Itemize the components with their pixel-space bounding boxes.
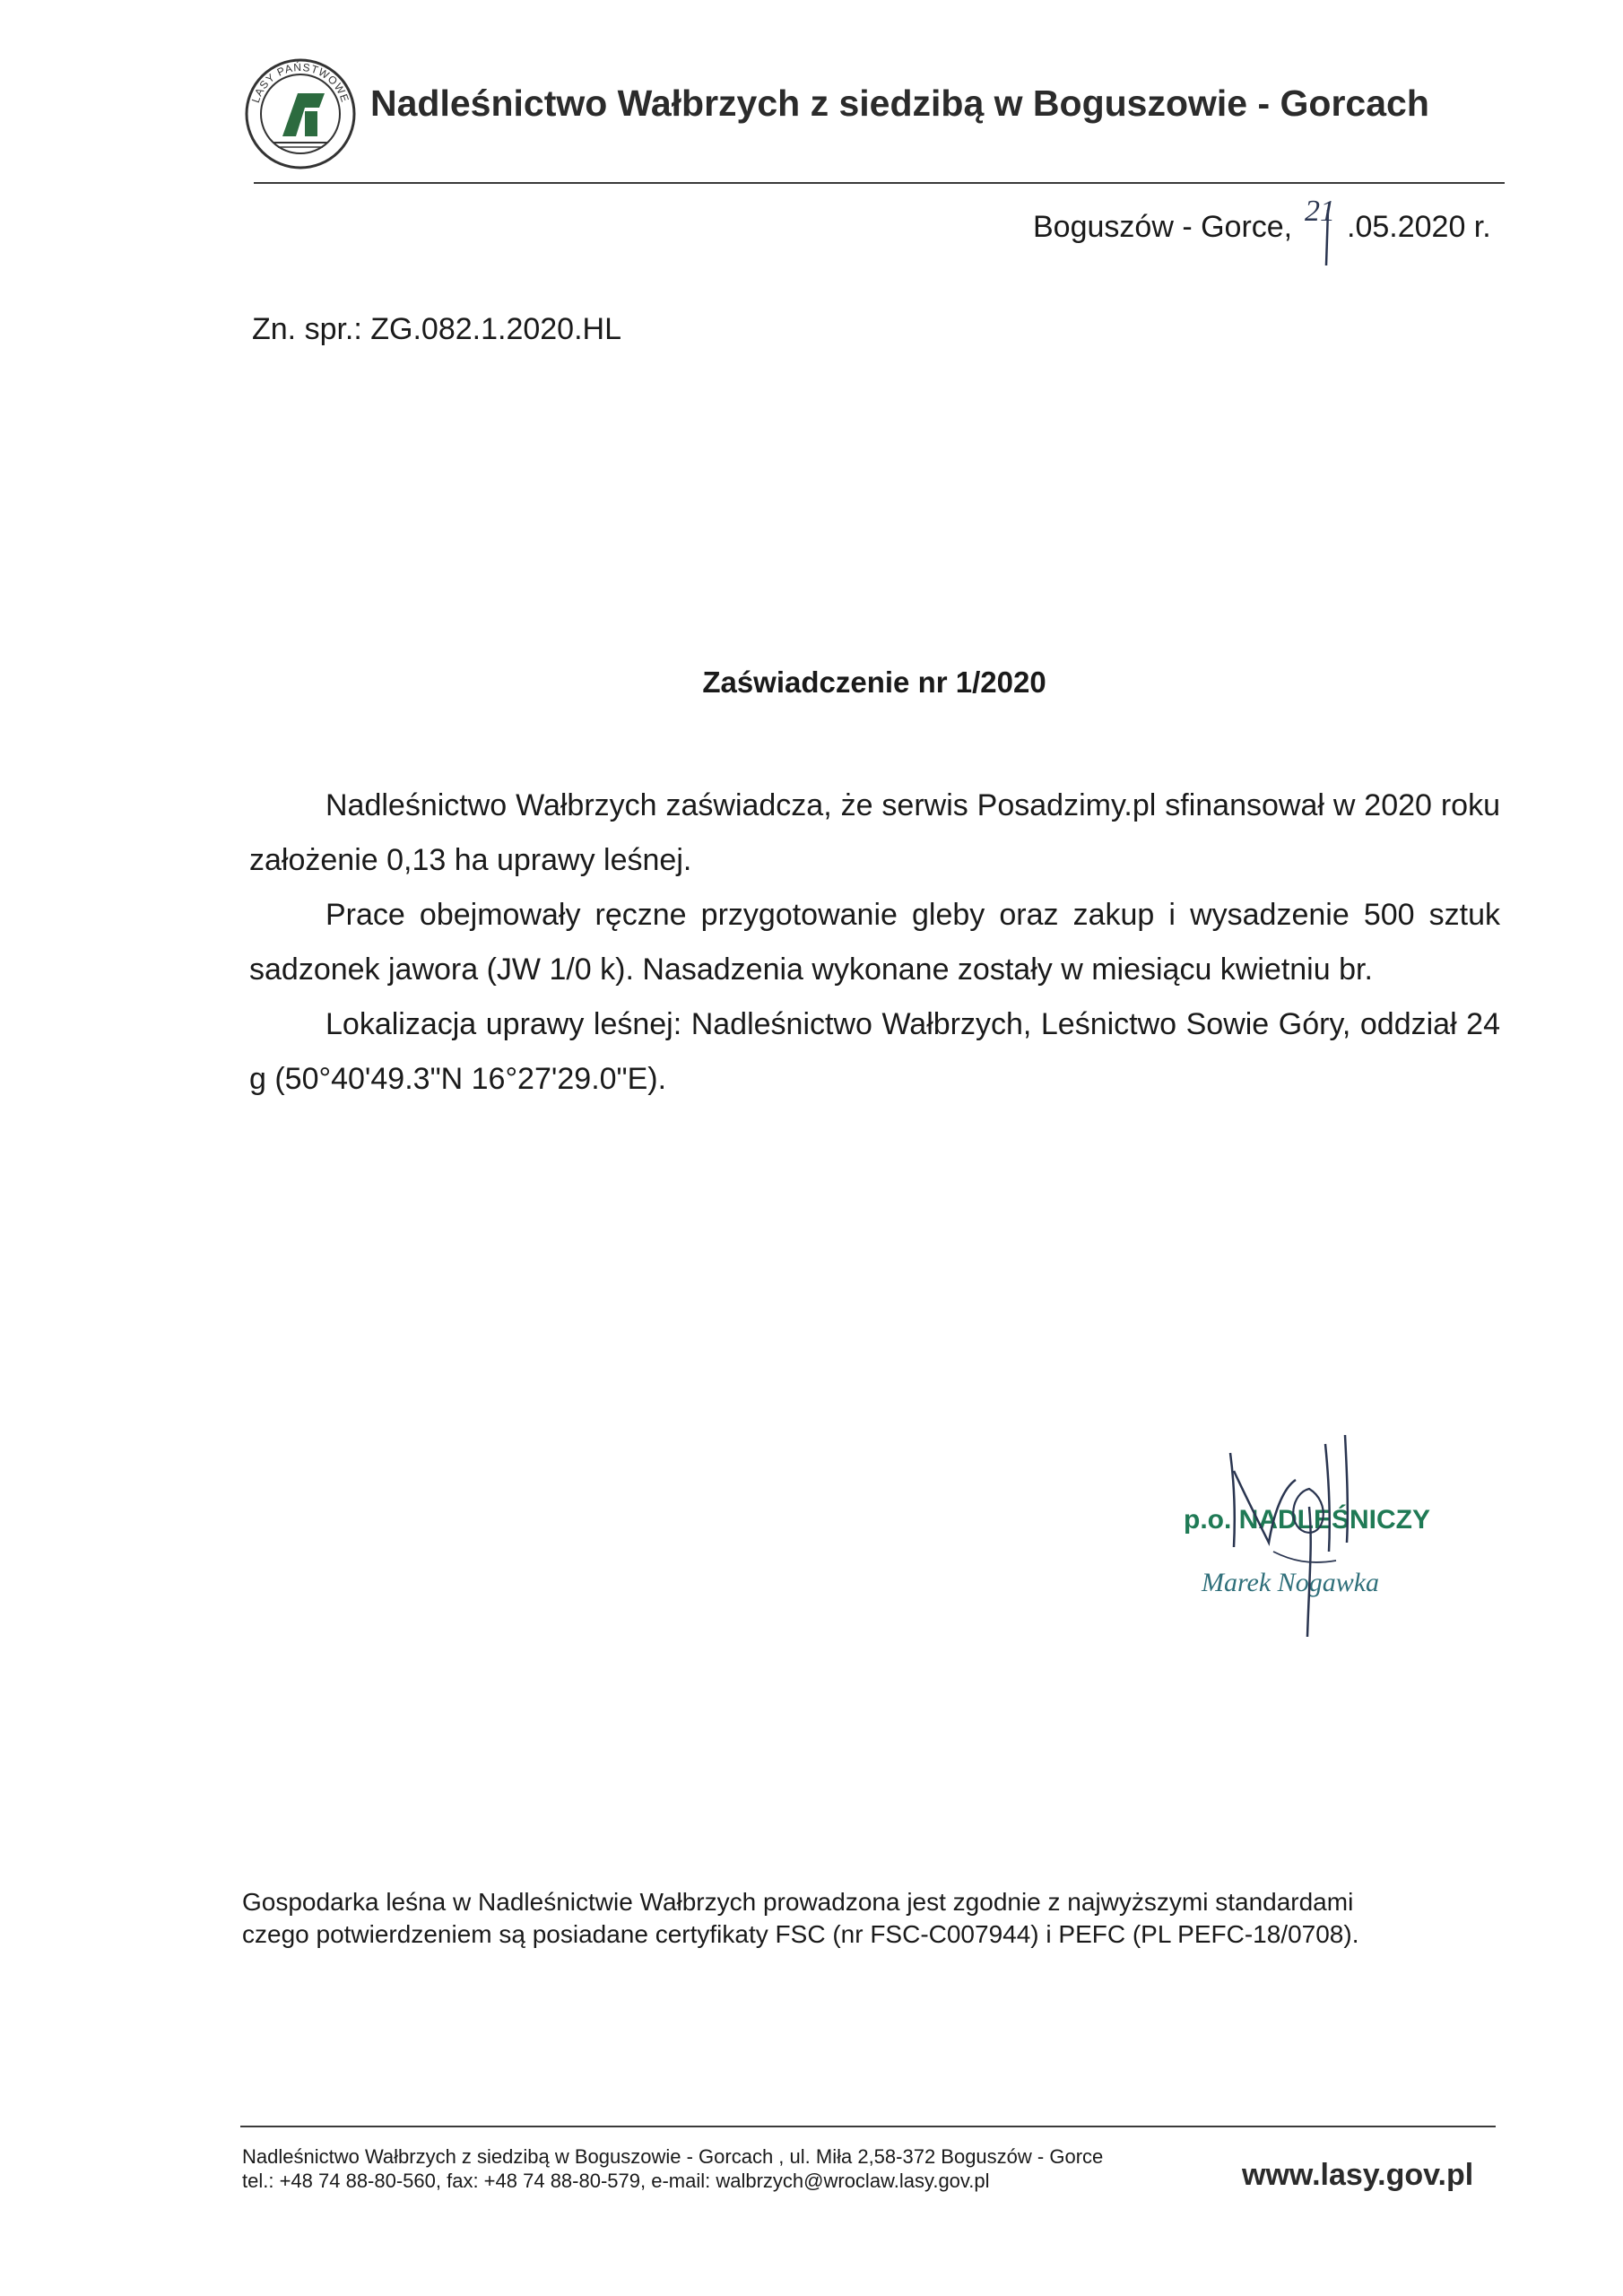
signature-name-stamp: Marek Nogawka bbox=[1202, 1568, 1380, 1597]
certification-line-1: Gospodarka leśna w Nadleśnictwie Wałbrzych prowadzona jest zgodnie z najwyższymi standardami bbox=[242, 1888, 1354, 1916]
certification-note bbox=[242, 1886, 1515, 1951]
footer-divider bbox=[240, 2126, 1496, 2127]
document-title: Zaświadczenie nr 1/2020 bbox=[702, 665, 1046, 699]
svg-text:21: 21 bbox=[1305, 195, 1335, 228]
organization-title: Nadleśnictwo Wałbrzych z siedzibą w Boguszowie - Gorcach bbox=[370, 83, 1429, 124]
date-day-handwritten bbox=[1303, 188, 1348, 278]
footer-address bbox=[242, 2144, 1103, 2193]
footer-address-line-1: Nadleśnictwo Wałbrzych z siedzibą w Boguszowie - Gorcach , ul. Miła 2,58-372 Boguszów - Gorce bbox=[242, 2145, 1104, 2168]
body-paragraph-location: Lokalizacja uprawy leśnej: Nadleśnictwo Wałbrzych, Leśnictwo Sowie Góry, oddział 24 g (50°40'49.3"N 16°27'29.0"E). bbox=[249, 1007, 1500, 1096]
body-paragraph-funding: Nadleśnictwo Wałbrzych zaświadcza, że serwis Posadzimy.pl sfinansował w 2020 roku założenie 0,13 ha uprawy leśnej. bbox=[249, 788, 1500, 877]
date-place: Boguszów - Gorce, bbox=[1033, 210, 1293, 244]
handwritten-signature-icon bbox=[1219, 1426, 1444, 1650]
body-text bbox=[249, 778, 1500, 1107]
certification-line-2: czego potwierdzeniem są posiadane certyfikaty FSC (nr FSC-C007944) i PEFC (PL PEFC-18/0708). bbox=[242, 1920, 1359, 1948]
logo-text: LASY PAŃSTWOWE bbox=[248, 60, 352, 105]
footer-website-link[interactable]: www.lasy.gov.pl bbox=[1242, 2158, 1474, 2192]
header-divider bbox=[254, 182, 1505, 184]
reference-number: Zn. spr.: ZG.082.1.2020.HL bbox=[252, 312, 622, 346]
signature-role-stamp: p.o. NADLEŚNICZY bbox=[1184, 1505, 1430, 1535]
date-month-year: .05.2020 r. bbox=[1347, 210, 1491, 244]
footer-address-line-2: tel.: +48 74 88-80-560, fax: +48 74 88-80-579, e-mail: walbrzych@wroclaw.lasy.gov.pl bbox=[242, 2170, 990, 2192]
body-paragraph-works: Prace obejmowały ręczne przygotowanie gleby oraz zakup i wysadzenie 500 sztuk sadzonek jawora (JW 1/0 k). Nasadzenia wykonane zostały w miesiącu kwietniu br. bbox=[249, 898, 1500, 987]
lasy-panstwowe-logo-icon bbox=[242, 56, 359, 172]
